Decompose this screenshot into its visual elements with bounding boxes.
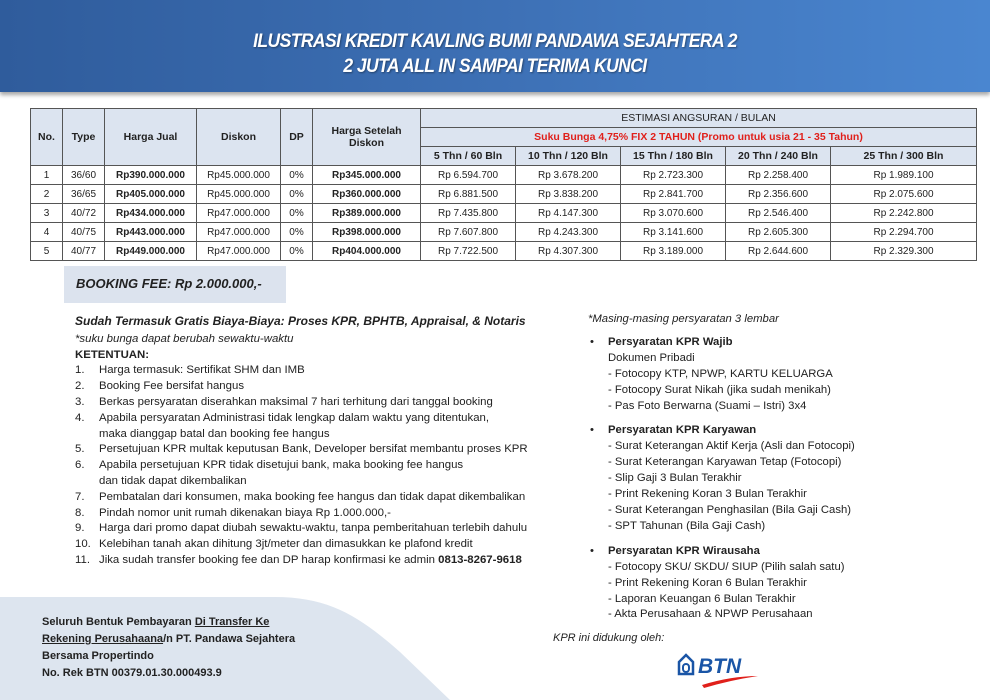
cell-angsuran: Rp 2.356.600 <box>726 185 831 204</box>
term-text <box>99 537 473 553</box>
supported-by-label: KPR ini didukung oleh: <box>553 632 665 644</box>
term-number: 11. <box>75 553 90 566</box>
cell-type: 40/75 <box>63 223 105 242</box>
cell-diskon: Rp47.000.000 <box>197 223 281 242</box>
term-line-text: Persetujuan KPR multak keputusan Bank, Developer bersifat membantu proses KPR <box>99 443 528 456</box>
cell-dp: 0% <box>281 204 313 223</box>
term-item <box>75 537 555 553</box>
bullet-icon: • <box>590 424 594 437</box>
cell-angsuran: Rp 2.075.600 <box>831 185 977 204</box>
cell-diskon: Rp47.000.000 <box>197 204 281 223</box>
cell-harga-jual: Rp390.000.000 <box>105 166 197 185</box>
col-harga-jual: Harga Jual <box>105 109 197 166</box>
term-item <box>75 379 555 395</box>
cell-angsuran: Rp 6.881.500 <box>421 185 516 204</box>
table-row <box>31 166 977 185</box>
cell-angsuran: Rp 4.243.300 <box>516 223 621 242</box>
booking-fee-box: BOOKING FEE: Rp 2.000.000,- <box>64 266 286 303</box>
cell-angsuran: Rp 3.678.200 <box>516 166 621 185</box>
col-diskon: Diskon <box>197 109 281 166</box>
term-item <box>75 506 555 522</box>
term-line-text: Harga termasuk: Sertifikat SHM dan IMB <box>99 364 305 377</box>
term-line <box>99 442 528 458</box>
term-item <box>75 395 555 411</box>
cell-angsuran: Rp 3.189.000 <box>621 242 726 261</box>
term-line <box>99 490 525 506</box>
term-line-text: Kelebihan tanah akan dihitung 3jt/meter dan dimasukkan ke plafond kredit <box>99 538 473 551</box>
cell-no: 4 <box>31 223 63 242</box>
term-text <box>99 521 527 537</box>
cell-angsuran: Rp 7.435.800 <box>421 204 516 223</box>
cell-no: 5 <box>31 242 63 261</box>
term-number: 5. <box>75 443 85 456</box>
requirement-item: - Akta Perusahaan & NPWP Perusahaan <box>608 608 813 621</box>
col-no: No. <box>31 109 63 166</box>
term-number: 6. <box>75 459 85 472</box>
requirement-title: Persyaratan KPR Wajib <box>608 335 733 348</box>
cell-diskon: Rp47.000.000 <box>197 242 281 261</box>
term-line <box>99 458 463 474</box>
term-line-text: dan tidak dapat dikembalikan <box>99 474 247 487</box>
cell-angsuran: Rp 2.329.300 <box>831 242 977 261</box>
col-harga-setelah: Harga Setelah Diskon <box>313 109 421 166</box>
table-row <box>31 242 977 261</box>
tenor-header: 10 Thn / 120 Bln <box>516 147 621 166</box>
payment-underline-2: Rekening Perusahaana <box>42 633 164 645</box>
cell-angsuran: Rp 2.546.400 <box>726 204 831 223</box>
bank-account: No. Rek BTN 00379.01.30.000493.9 <box>42 667 222 679</box>
cell-type: 36/60 <box>63 166 105 185</box>
term-text <box>99 395 493 411</box>
cell-no: 1 <box>31 166 63 185</box>
bullet-icon: • <box>590 544 594 557</box>
cell-harga-jual: Rp405.000.000 <box>105 185 197 204</box>
estimasi-header: ESTIMASI ANGSURAN / BULAN <box>421 109 977 128</box>
requirement-item: - Surat Keterangan Aktif Kerja (Asli dan Fotocopi) <box>608 440 855 453</box>
requirement-item: - Fotocopy Surat Nikah (jika sudah menikah) <box>608 383 831 396</box>
cell-type: 40/77 <box>63 242 105 261</box>
term-item <box>75 553 555 569</box>
cell-angsuran: Rp 7.607.800 <box>421 223 516 242</box>
requirement-title: Persyaratan KPR Wirausaha <box>608 544 760 557</box>
cell-dp: 0% <box>281 185 313 204</box>
cell-angsuran: Rp 6.594.700 <box>421 166 516 185</box>
tenor-header: 25 Thn / 300 Bln <box>831 147 977 166</box>
col-dp: DP <box>281 109 313 166</box>
term-item <box>75 411 555 443</box>
requirement-title: Persyaratan KPR Karyawan <box>608 424 757 437</box>
term-number: 8. <box>75 506 85 519</box>
term-text <box>99 442 528 458</box>
cell-diskon: Rp45.000.000 <box>197 185 281 204</box>
term-line <box>99 395 493 411</box>
term-line <box>99 474 463 490</box>
term-number: 1. <box>75 364 85 377</box>
payment-company: /n PT. Pandawa Sejahtera <box>163 633 296 645</box>
cell-angsuran: Rp 2.723.300 <box>621 166 726 185</box>
tenor-header: 5 Thn / 60 Bln <box>421 147 516 166</box>
term-line <box>99 411 489 427</box>
term-text <box>99 411 489 443</box>
cell-harga-jual: Rp449.000.000 <box>105 242 197 261</box>
requirement-item: - Fotocopy SKU/ SKDU/ SIUP (Pilih salah satu) <box>608 560 845 573</box>
requirements-note: *Masing-masing persyaratan 3 lembar <box>588 313 779 325</box>
term-number: 10. <box>75 538 91 551</box>
requirement-group <box>588 335 988 415</box>
col-type: Type <box>63 109 105 166</box>
requirement-item: - Fotocopy KTP, NPWP, KARTU KELUARGA <box>608 367 833 380</box>
interest-note: *suku bunga dapat berubah sewaktu-waktu <box>75 332 294 345</box>
cell-dp: 0% <box>281 166 313 185</box>
title-line-1: ILUSTRASI KREDIT KAVLING BUMI PANDAWA SEJAHTERA 2 <box>253 31 737 52</box>
term-line-text: maka dianggap batal dan booking fee hangus <box>99 427 330 440</box>
cell-angsuran: Rp 2.644.600 <box>726 242 831 261</box>
cell-harga-setelah: Rp398.000.000 <box>313 223 421 242</box>
table-row <box>31 204 977 223</box>
requirement-group <box>588 423 988 534</box>
cell-angsuran: Rp 3.838.200 <box>516 185 621 204</box>
terms-list <box>75 363 555 568</box>
term-number: 9. <box>75 522 85 535</box>
term-item <box>75 458 555 490</box>
payment-prefix: Seluruh Bentuk Pembayaran <box>42 616 195 628</box>
cell-angsuran: Rp 2.294.700 <box>831 223 977 242</box>
requirement-item: - Laporan Keuangan 6 Bulan Terakhir <box>608 592 796 605</box>
term-line <box>99 521 527 537</box>
term-line-text: Pindah nomor unit rumah dikenakan biaya Rp 1.000.000,- <box>99 506 391 519</box>
requirement-item: - Pas Foto Berwarna (Suami – Istri) 3x4 <box>608 399 807 412</box>
payment-underline-1: Di Transfer Ke <box>194 616 270 628</box>
requirement-group <box>588 544 988 624</box>
term-line-text: Apabila persetujuan KPR tidak disetujui bank, maka booking fee hangus <box>99 459 464 472</box>
term-item <box>75 521 555 537</box>
cell-harga-setelah: Rp345.000.000 <box>313 166 421 185</box>
cell-harga-jual: Rp443.000.000 <box>105 223 197 242</box>
term-text <box>99 379 244 395</box>
free-costs-heading: Sudah Termasuk Gratis Biaya-Biaya: Proses KPR, BPHTB, Appraisal, & Notaris <box>75 314 526 328</box>
cell-harga-setelah: Rp389.000.000 <box>313 204 421 223</box>
requirement-item: - SPT Tahunan (Bila Gaji Cash) <box>608 519 766 532</box>
term-line <box>99 537 473 553</box>
cell-diskon: Rp45.000.000 <box>197 166 281 185</box>
cell-harga-setelah: Rp404.000.000 <box>313 242 421 261</box>
cell-no: 3 <box>31 204 63 223</box>
cell-angsuran: Rp 2.605.300 <box>726 223 831 242</box>
cell-harga-jual: Rp434.000.000 <box>105 204 197 223</box>
cell-harga-setelah: Rp360.000.000 <box>313 185 421 204</box>
term-line-text: Pembatalan dari konsumen, maka booking fee hangus dan tidak dapat dikembalikan <box>99 490 526 503</box>
term-text <box>99 490 525 506</box>
term-number: 7. <box>75 490 85 503</box>
term-number: 3. <box>75 395 85 408</box>
title-line-2: 2 JUTA ALL IN SAMPAI TERIMA KUNCI <box>343 56 647 77</box>
payment-company-2: Bersama Propertindo <box>42 650 154 662</box>
term-line-text: Harga dari promo dapat diubah sewaktu-waktu, tanpa pemberitahuan terlebih dahulu <box>99 522 528 535</box>
term-text <box>99 506 391 522</box>
requirement-item: - Slip Gaji 3 Bulan Terakhir <box>608 472 742 485</box>
term-number: 4. <box>75 411 85 424</box>
cell-angsuran: Rp 4.307.300 <box>516 242 621 261</box>
cell-type: 40/72 <box>63 204 105 223</box>
cell-dp: 0% <box>281 242 313 261</box>
term-line <box>99 363 305 379</box>
term-number: 2. <box>75 380 85 393</box>
cell-angsuran: Rp 4.147.300 <box>516 204 621 223</box>
suku-bunga-header: Suku Bunga 4,75% FIX 2 TAHUN (Promo untuk usia 21 - 35 Tahun) <box>421 128 977 147</box>
requirements-section <box>588 312 988 632</box>
cell-no: 2 <box>31 185 63 204</box>
requirement-item: - Surat Keterangan Karyawan Tetap (Fotocopi) <box>608 456 842 469</box>
admin-phone: 0813-8267-9618 <box>438 553 522 566</box>
term-line <box>99 379 244 395</box>
title-banner <box>0 0 990 92</box>
requirement-item: - Print Rekening Koran 3 Bulan Terakhir <box>608 488 807 501</box>
cell-type: 36/65 <box>63 185 105 204</box>
term-item <box>75 490 555 506</box>
cell-angsuran: Rp 2.242.800 <box>831 204 977 223</box>
table-row <box>31 185 977 204</box>
table-row <box>31 223 977 242</box>
requirement-item: - Print Rekening Koran 6 Bulan Terakhir <box>608 576 807 589</box>
cell-angsuran: Rp 2.258.400 <box>726 166 831 185</box>
term-text <box>99 553 522 569</box>
cell-angsuran: Rp 2.841.700 <box>621 185 726 204</box>
term-item <box>75 363 555 379</box>
cell-angsuran: Rp 7.722.500 <box>421 242 516 261</box>
cell-angsuran: Rp 1.989.100 <box>831 166 977 185</box>
bullet-icon: • <box>590 335 594 348</box>
btn-logo <box>676 650 760 690</box>
term-text <box>99 363 305 379</box>
payment-info <box>42 614 295 682</box>
requirement-item: - Surat Keterangan Penghasilan (Bila Gaji Cash) <box>608 503 852 516</box>
term-line-text: Jika sudah transfer booking fee dan DP harap konfirmasi ke admin <box>99 553 439 566</box>
term-text <box>99 458 463 490</box>
terms-section <box>75 314 555 569</box>
term-item <box>75 442 555 458</box>
btn-logo-text: BTN <box>698 655 742 678</box>
cell-dp: 0% <box>281 223 313 242</box>
terms-title: KETENTUAN: <box>75 348 150 361</box>
term-line <box>99 553 522 569</box>
cell-angsuran: Rp 3.070.600 <box>621 204 726 223</box>
tenor-header: 15 Thn / 180 Bln <box>621 147 726 166</box>
term-line-text: Berkas persyaratan diserahkan maksimal 7 hari terhitung dari tanggal booking <box>99 395 493 408</box>
credit-table <box>30 108 977 261</box>
cell-angsuran: Rp 3.141.600 <box>621 223 726 242</box>
term-line-text: Apabila persyaratan Administrasi tidak lengkap dalam waktu yang ditentukan, <box>99 411 490 424</box>
term-line-text: Booking Fee bersifat hangus <box>99 380 245 393</box>
requirement-item: Dokumen Pribadi <box>608 351 695 364</box>
tenor-header: 20 Thn / 240 Bln <box>726 147 831 166</box>
term-line <box>99 427 489 443</box>
term-line <box>99 506 391 522</box>
